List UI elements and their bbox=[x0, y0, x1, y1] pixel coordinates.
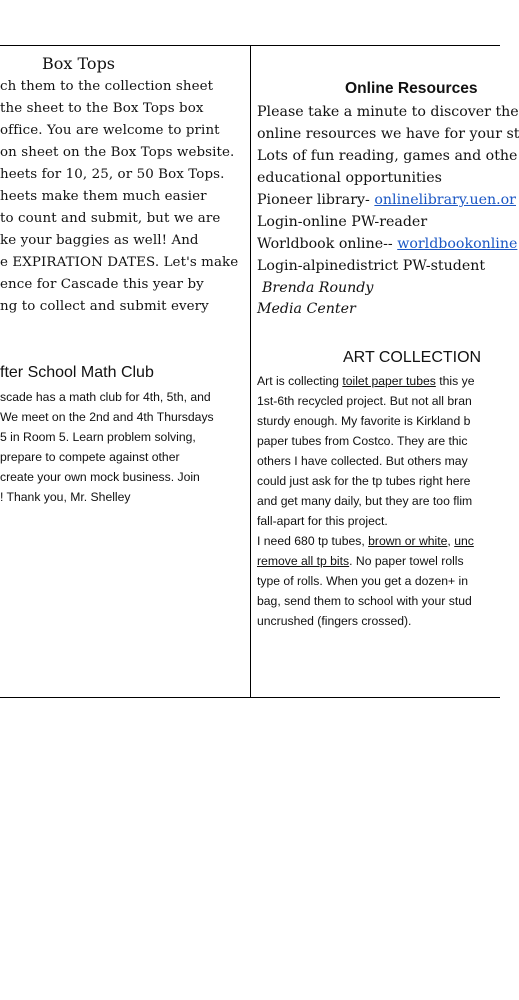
art-text: . No paper towel rolls bbox=[349, 554, 464, 568]
right-column bbox=[257, 46, 519, 696]
art-line: paper tubes from Costco. They are thic bbox=[257, 434, 468, 448]
box-tops-line: e EXPIRATION DATES. Let's make bbox=[0, 255, 239, 270]
worldbook-link[interactable]: worldbookonline bbox=[397, 236, 518, 252]
art-line: uncrushed (fingers crossed). bbox=[257, 614, 412, 628]
math-club-line: 5 in Room 5. Learn problem solving, bbox=[0, 430, 196, 444]
signature-role: Media Center bbox=[257, 301, 356, 317]
box-tops-line: to count and submit, but we are bbox=[0, 211, 221, 226]
pioneer-library-label: Pioneer library- bbox=[257, 192, 375, 208]
art-line: fall-apart for this project. bbox=[257, 514, 388, 528]
math-club-line: scade has a math club for 4th, 5th, and bbox=[0, 390, 211, 404]
box-tops-line: office. You are welcome to print bbox=[0, 123, 220, 138]
art-line: others I have collected. But others may bbox=[257, 454, 468, 468]
art-collection-title: ART COLLECTION bbox=[343, 349, 482, 366]
box-tops-line: ch them to the collection sheet bbox=[0, 79, 214, 94]
box-tops-line: on sheet on the Box Tops website. bbox=[0, 145, 235, 160]
art-line: and get many daily, but they are too flim bbox=[257, 494, 473, 508]
box-tops-title: Box Tops bbox=[42, 54, 116, 73]
math-club-line: ! Thank you, Mr. Shelley bbox=[0, 490, 131, 504]
online-resources-line: Please take a minute to discover the bbox=[257, 104, 519, 120]
art-text: Art is collecting bbox=[257, 374, 343, 388]
art-text: I need 680 tp tubes, bbox=[257, 534, 369, 548]
art-line: type of rolls. When you get a dozen+ in bbox=[257, 574, 469, 588]
login-pioneer: Login-online PW-reader bbox=[257, 214, 428, 230]
box-tops-line: heets for 10, 25, or 50 Box Tops. bbox=[0, 167, 225, 182]
table-bottom-border bbox=[0, 697, 500, 698]
art-text: this ye bbox=[435, 374, 475, 388]
art-text: , bbox=[447, 534, 455, 548]
online-resources-line: online resources we have for your st bbox=[257, 126, 519, 142]
worldbook-label: Worldbook online-- bbox=[257, 236, 398, 252]
box-tops-line: ng to collect and submit every bbox=[0, 299, 209, 314]
art-emphasis: remove all tp bits bbox=[257, 554, 350, 568]
art-line: sturdy enough. My favorite is Kirkland b bbox=[257, 414, 471, 428]
table-column-divider bbox=[250, 45, 251, 697]
online-resources-line: Lots of fun reading, games and othe bbox=[257, 148, 518, 164]
login-worldbook: Login-alpinedistrict PW-student bbox=[257, 258, 486, 274]
box-tops-line: heets make them much easier bbox=[0, 189, 207, 204]
art-line bbox=[257, 554, 464, 568]
art-line: 1st-6th recycled project. But not all bran bbox=[257, 394, 472, 408]
box-tops-line: ke your baggies as well! And bbox=[0, 233, 199, 248]
art-line: bag, send them to school with your stud bbox=[257, 594, 472, 608]
math-club-title: fter School Math Club bbox=[0, 364, 154, 381]
left-column bbox=[0, 46, 249, 696]
art-line bbox=[257, 374, 474, 388]
art-line: could just ask for the tp tubes right here bbox=[257, 474, 471, 488]
math-club-line: create your own mock business. Join bbox=[0, 470, 200, 484]
online-resources-line: educational opportunities bbox=[257, 170, 442, 186]
art-emphasis: toilet paper tubes bbox=[342, 374, 436, 388]
pioneer-library-line bbox=[257, 192, 516, 208]
art-emphasis: unc bbox=[454, 534, 474, 548]
box-tops-line: ence for Cascade this year by bbox=[0, 277, 204, 292]
signature-name: Brenda Roundy bbox=[262, 280, 374, 296]
box-tops-line: the sheet to the Box Tops box bbox=[0, 101, 204, 116]
online-resources-title: Online Resources bbox=[345, 80, 478, 97]
art-emphasis: brown or white bbox=[368, 534, 448, 548]
art-line bbox=[257, 534, 474, 548]
math-club-line: We meet on the 2nd and 4th Thursdays bbox=[0, 410, 214, 424]
pioneer-library-link[interactable]: onlinelibrary.uen.or bbox=[374, 192, 516, 208]
math-club-line: prepare to compete against other bbox=[0, 450, 180, 464]
worldbook-line bbox=[257, 236, 517, 252]
